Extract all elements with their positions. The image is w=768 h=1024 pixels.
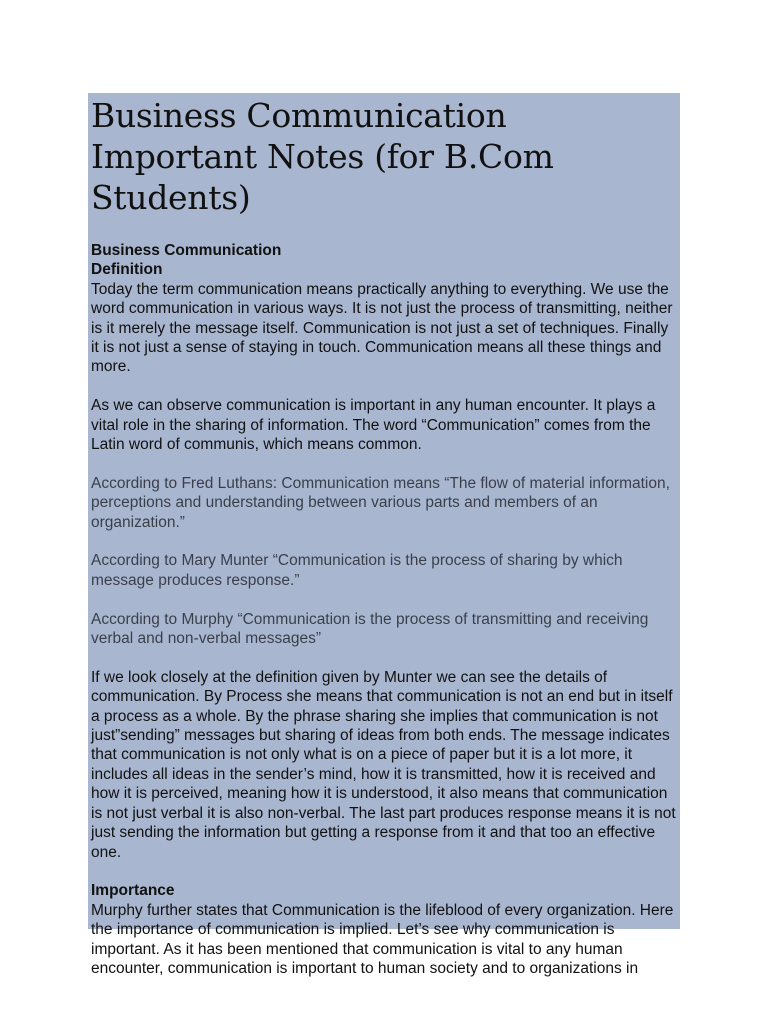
paragraph-fred-luthans: According to Fred Luthans: Communication means “The flow of material information, perceptions and understanding between various parts and members of an organization.”	[91, 474, 670, 531]
heading-definition: Definition	[91, 261, 163, 279]
paragraph-murphy: According to Murphy “Communication is the process of transmitting and receiving verbal and non-verbal messages”	[91, 610, 649, 648]
document-content	[88, 93, 680, 977]
heading-business-communication: Business Communication	[91, 242, 282, 259]
paragraph-importance: Murphy further states that Communication is the lifeblood of every organization. Here the importance of communication is implied. Let’s see why communication is important. As it has been mentioned that communication is vital to any human encounter, communication is important to human society and to organizations in	[91, 901, 674, 977]
document-title: Business Communication Important Notes (for B.Com Students)	[91, 96, 554, 217]
paragraph-mary-munter: According to Mary Munter “Communication is the process of sharing by which message produces response.”	[91, 552, 623, 589]
paragraph-intro: Today the term communication means practically anything to everything. We use the word communication in various ways. It is not just the process of transmitting, neither is it merely the message itself. Communication is not just a set of techniques. Finally it is not just a sense of staying in touch. Communication means all these things and more.	[91, 280, 673, 376]
heading-importance: Importance	[91, 882, 175, 900]
paragraph-munter-analysis: If we look closely at the definition given by Munter we can see the details of communication. By Process she means that communication is not an end but in itself a process as a whole. By the phrase sharing she implies that communication is not just”sending” messages but sharing of ideas from both ends. The message indicates that communication is not only what is on a piece of paper but it is a lot more, it includes all ideas in the sender’s mind, how it is transmitted, how it is received and how it is perceived, meaning how it is understood, it also means that communication is not just verbal it is also non-verbal. The last part produces response means it is not just sending the information but getting a response from it and that too an effective one.	[91, 668, 676, 861]
paragraph-observe: As we can observe communication is important in any human encounter. It plays a vital role in the sharing of information. The word “Communication” comes from the Latin word of communis, which means common.	[91, 397, 656, 454]
